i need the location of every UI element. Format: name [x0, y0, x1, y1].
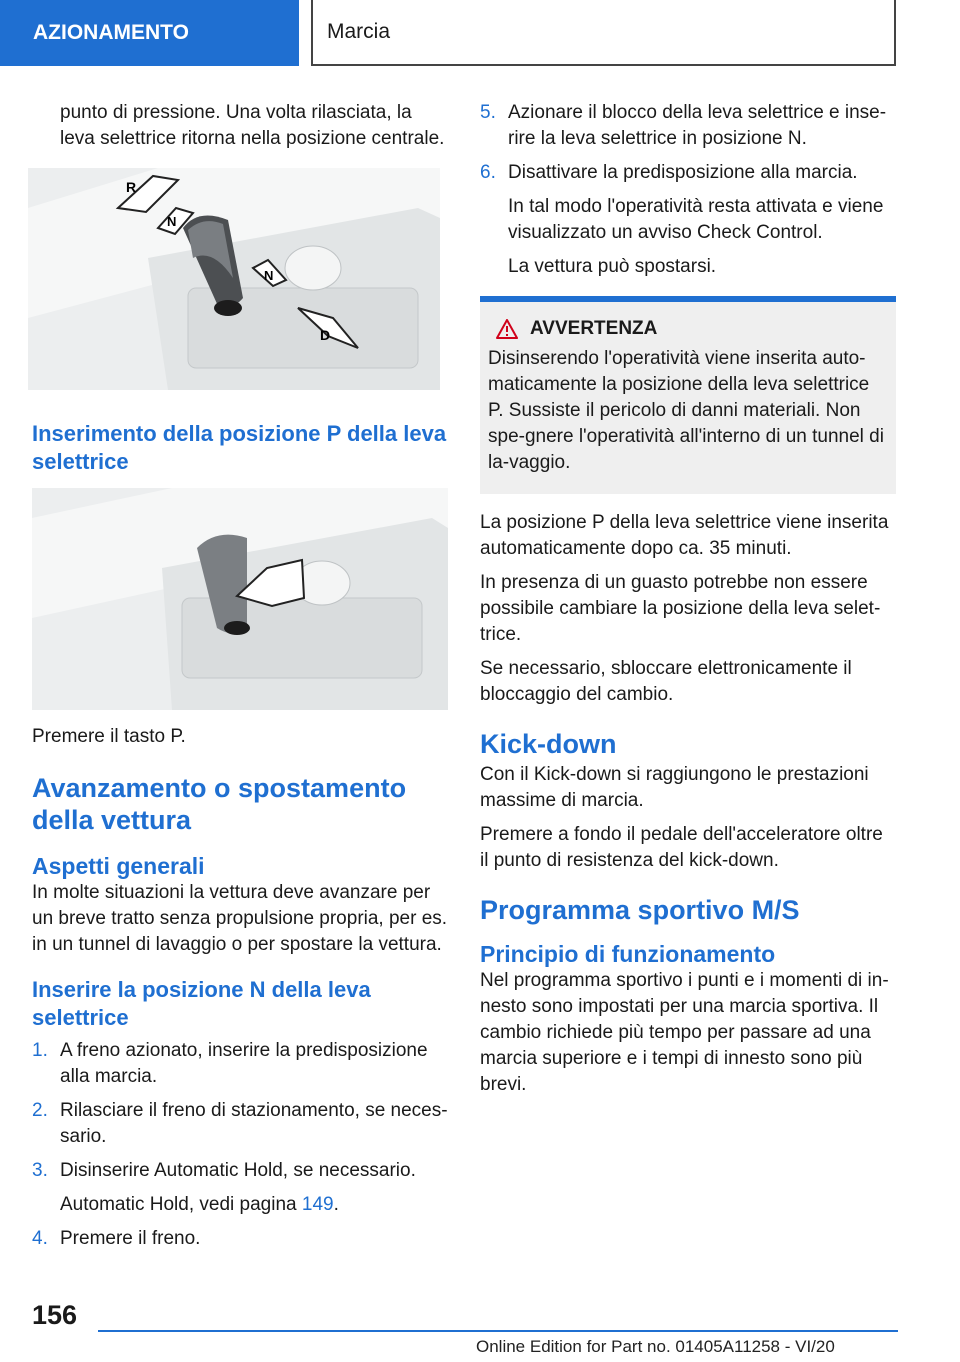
heading-moving: Avanzamento o spostamento della vettura	[32, 773, 407, 835]
section-tab[interactable]	[0, 0, 299, 66]
chapter-header	[311, 0, 896, 66]
auto-park-text: La posizione P della leva selettrice viene inserita automaticamente dopo ca. 35 minuti.	[480, 512, 889, 559]
list-item	[32, 1098, 448, 1150]
step-note-text: Automatic Hold, vedi pagina	[60, 1194, 302, 1215]
warning-title: AVVERTENZA	[530, 318, 658, 339]
section-title: AZIONAMENTO	[33, 21, 189, 44]
step-note: In tal modo l'operatività resta attivata e viene visualizzato un avviso Check Control.	[508, 196, 884, 243]
step-text: Rilasciare il freno di stazionamento, se neces‐sario.	[60, 1100, 448, 1147]
heading-kickdown: Kick-down	[480, 729, 617, 759]
heading-neutral: Inserire la posizione N della leva selettrice	[32, 977, 371, 1030]
general-text: In molte situazioni la vettura deve avanzare per un breve tratto senza propulsione propria, per es. in un tunnel di lavaggio o per spostare la vettura.	[32, 882, 448, 955]
intro-text: punto di pressione. Una volta rilasciata, la leva selettrice ritorna nella posizione centrale.	[60, 102, 445, 149]
heading-park: Inserimento della posizione P della leva selettrice	[32, 421, 447, 474]
list-item	[480, 100, 896, 152]
page-link[interactable]: 149	[301, 1194, 334, 1215]
step-number: 4.	[32, 1228, 48, 1249]
fig-label-r: R	[126, 179, 137, 195]
step-text: A freno azionato, inserire la predisposizione alla marcia.	[60, 1040, 428, 1087]
step-note	[60, 1192, 448, 1218]
fig-label-n1: N	[167, 214, 177, 229]
heading-sport-program: Programma sportivo M/S	[480, 895, 800, 925]
fig-label-n2: N	[264, 268, 274, 283]
right-column	[480, 100, 896, 1106]
step-text: Disinserire Automatic Hold, se necessario.	[60, 1160, 416, 1181]
list-item	[32, 1226, 448, 1252]
warning-triangle-icon	[496, 319, 518, 339]
gear-lever-illustration	[28, 168, 440, 390]
park-button-illustration	[32, 488, 448, 710]
edition-text: Online Edition for Part no. 01405A11258 - VI/20	[476, 1337, 835, 1356]
gear-selector-figure	[28, 168, 440, 390]
page-number: 156	[32, 1300, 78, 1330]
step-number: 3.	[32, 1160, 48, 1181]
park-button-figure	[32, 488, 448, 710]
chapter-title: Marcia	[327, 20, 391, 43]
step-text: Azionare il blocco della leva selettrice e inse‐rire la leva selettrice in posizione N.	[508, 102, 887, 149]
footer-divider	[98, 1330, 898, 1332]
step-note-suffix: .	[333, 1194, 339, 1215]
unlock-text: Se necessario, sbloccare elettronicamente il bloccaggio del cambio.	[480, 658, 852, 705]
heading-general: Aspetti generali	[32, 853, 205, 879]
step-number: 1.	[32, 1040, 48, 1061]
step-text: Disattivare la predisposizione alla marcia.	[508, 162, 858, 183]
step-number: 2.	[32, 1100, 48, 1121]
heading-principle: Principio di funzionamento	[480, 941, 776, 967]
step-text: Premere il freno.	[60, 1228, 201, 1249]
list-item	[32, 1038, 448, 1090]
step-note: La vettura può spostarsi.	[508, 256, 717, 277]
warning-text: Disinserendo l'operatività viene inserita auto‐maticamente la posizione della leva selettrice P. Sussiste il pericolo di danni materiali. Non spe‐gnere l'operatività all'interno di un tunnel di la‐vaggio.	[488, 348, 884, 473]
warning-heading	[488, 318, 888, 340]
list-item	[32, 1158, 448, 1184]
fig-label-d: D	[320, 327, 331, 343]
left-column	[32, 100, 448, 1260]
principle-text: Nel programma sportivo i punti e i momenti di in‐nesto sono impostati per una marcia sportiva. Il cambio richiede più tempo per passare ad una marcia superiore e i tempi di innesto sono più brevi.	[480, 970, 889, 1095]
list-item	[480, 160, 896, 186]
step-number: 5.	[480, 102, 496, 123]
kickdown-text-2: Premere a fondo il pedale dell'acceleratore oltre il punto di resistenza del kick-down.	[480, 824, 883, 871]
fault-text: In presenza di un guasto potrebbe non essere possibile cambiare la posizione della leva selet‐trice.	[480, 572, 881, 645]
park-instruction: Premere il tasto P.	[32, 726, 186, 747]
warning-box	[480, 296, 896, 494]
step-number: 6.	[480, 162, 496, 183]
kickdown-text-1: Con il Kick-down si raggiungono le prestazioni massime di marcia.	[480, 764, 869, 811]
